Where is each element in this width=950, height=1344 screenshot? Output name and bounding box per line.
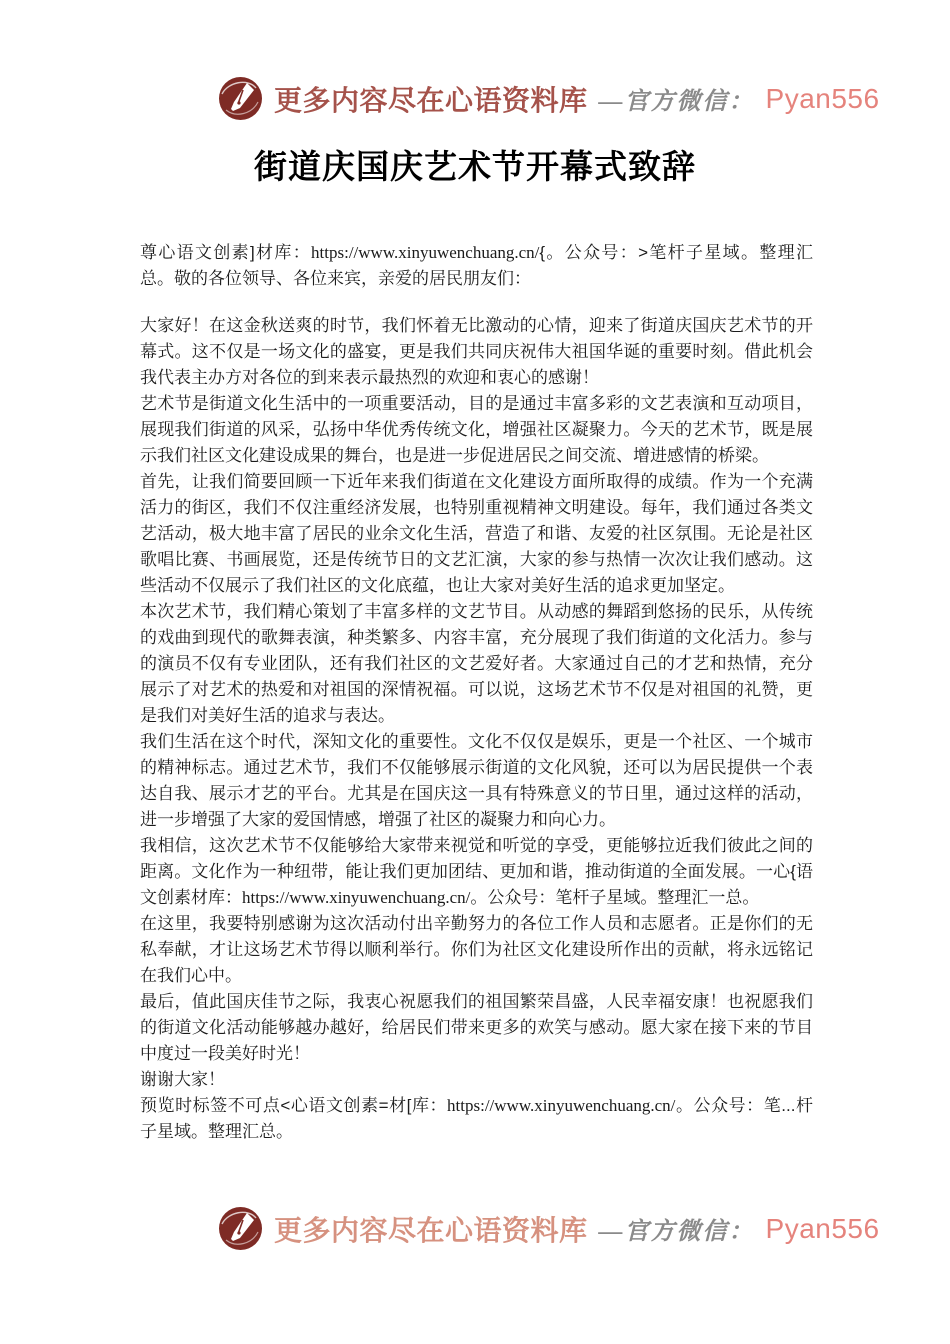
paragraph-with-source [140,833,813,911]
paragraph: 首先，让我们简要回顾一下近年来我们街道在文化建设方面所取得的成绩。作为一个充满活力的街区，我们不仅注重经济发展，也特别重视精神文明建设。每年，我们通过各类文艺活动，极大地丰富了居民的业余文化生活，营造了和谐、友爱的社区氛围。无论是社区歌唱比赛、书画展览，还是传统节日的文艺汇演，大家的参与热情一次次让我们感动。这些活动不仅展示了我们社区的文化底蕴，也让大家对美好生活的追求更加坚定。 [140,472,813,595]
paragraph-text: 。公众号：笔...杆子星域。整理汇总。 [140,1096,813,1141]
paragraph-text: {。公众号：>笔杆子星域。整理汇总。敬的各位领导、各位来宾，亲爱的居民朋友们： [140,243,813,288]
inline-url: https://www.xinyuwenchuang.cn/ [242,888,471,907]
banner-wechat-id: Pyan556 [765,82,880,114]
paragraph-text: 我相信，这次艺术节不仅能够给大家带来视觉和听觉的享受，更能够拉近我们彼此之间的距离。文化作为一种纽带，能让我们更加团结、更加和谐，推动街道的全面发展。一心{语文创素材库： [140,836,813,907]
paragraph-text: 尊心语文创素]材库： [140,243,312,262]
inline-url: https://www.xinyuwenchuang.cn/ [311,243,540,262]
paragraph: 艺术节是街道文化生活中的一项重要活动，目的是通过丰富多彩的文艺表演和互动项目，展现我们街道的风采，弘扬中华优秀传统文化，增强社区凝聚力。今天的艺术节，既是展示我们社区文化建设成果的舞台，也是进一步促进居民之间交流、增进感情的桥梁。 [140,394,813,465]
banner-wechat-label: —官方微信： [598,1219,755,1245]
banner-brand-text: 更多内容尽在心语资料库 [274,85,588,117]
paragraph: 本次艺术节，我们精心策划了丰富多样的文艺节目。从动感的舞蹈到悠扬的民乐，从传统的戏曲到现代的歌舞表演，种类繁多、内容丰富，充分展现了我们街道的文化活力。参与的演员不仅有专业团队，还有我们社区的文艺爱好者。大家通过自己的才艺和热情，充分展示了对艺术的热爱和对祖国的深情祝福。可以说，这场艺术节不仅是对祖国的礼赞，更是我们对美好生活的追求与表达。 [140,602,813,725]
header-banner [218,76,880,121]
paragraph-source-note [140,240,813,292]
inline-url: https://www.xinyuwenchuang.cn/ [447,1096,676,1115]
pen-nib-logo-icon [218,76,263,121]
paragraph-preview-note [140,1093,813,1145]
banner-brand-text: 更多内容尽在心语资料库 [274,1215,588,1247]
footer-banner [218,1206,880,1251]
banner-wechat-id: Pyan556 [765,1212,880,1244]
paragraph: 在这里，我要特别感谢为这次活动付出辛勤努力的各位工作人员和志愿者。正是你们的无私奉献，才让这场艺术节得以顺利举行。你们为社区文化建设所作出的贡献，将永远铭记在我们心中。 [140,914,813,985]
paragraph-text: 预览时标签不可点<心语文创素=材[库： [140,1096,448,1115]
document-title: 街道庆国庆艺术节开幕式致辞 [254,150,696,186]
paragraph: 大家好！在这金秋送爽的时节，我们怀着无比激动的心情，迎来了街道庆国庆艺术节的开幕式。这不仅是一场文化的盛宴，更是我们共同庆祝伟大祖国华诞的重要时刻。借此机会我代表主办方对各位的到来表示最热烈的欢迎和衷心的感谢！ [140,316,813,387]
paragraph-text: 。公众号：笔杆子星域。整理汇一总。 [470,888,760,907]
paragraph-thanks: 谢谢大家！ [140,1070,225,1089]
paragraph: 最后，值此国庆佳节之际，我衷心祝愿我们的祖国繁荣昌盛，人民幸福安康！也祝愿我们的街道文化活动能够越办越好，给居民们带来更多的欢笑与感动。愿大家在接下来的节目中度过一段美好时光！ [140,992,813,1063]
paragraph: 我们生活在这个时代，深知文化的重要性。文化不仅仅是娱乐，更是一个社区、一个城市的精神标志。通过艺术节，我们不仅能够展示街道的文化风貌，还可以为居民提供一个表达自我、展示才艺的平台。尤其是在国庆这一具有特殊意义的节日里，通过这样的活动，进一步增强了大家的爱国情感，增强了社区的凝聚力和向心力。 [140,732,813,829]
pen-nib-logo-icon [218,1206,263,1251]
banner-wechat-label: —官方微信： [598,89,755,115]
document-body [140,240,813,1145]
